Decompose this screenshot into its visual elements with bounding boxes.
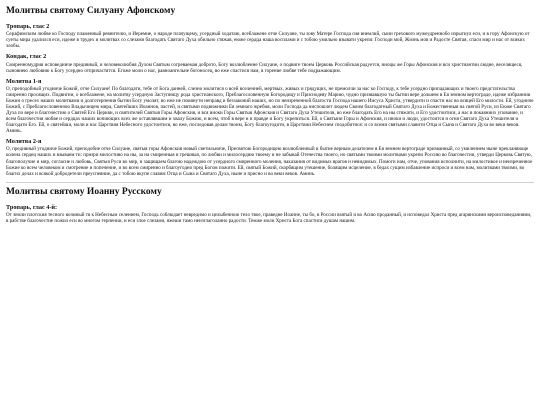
- section-silouan-prayers: [6, 6, 534, 177]
- section-title: Молитвы святому Силуану Афонскому: [6, 6, 176, 16]
- section-title: Молитвы святому Иоанну Русскому: [6, 186, 162, 197]
- troparion-heading: Тропарь, глас 2: [6, 23, 50, 30]
- prayer-2-heading: Молитва 2-я: [6, 138, 42, 146]
- troparion-text: От земли плотския тесного возмный тя к Небесным селением, Господь соблюдает невредимо и целыбенною тело твое, праведне Иоанне, ты бо, в России взятый и во Асию проданный, и исповедал Христа пред агарянскими вероисповеданиями, в рабстве благочестие пожил еси во многом терпении, и еси злое слезами, яжеши тамо неизглаголанно радости. Темже моли Христа Бога спастися душам нашим.: [6, 211, 532, 224]
- section-john-russian-prayers: [6, 187, 534, 224]
- troparion-text: Серафимским любве ко Господу пламенный ревнителю, и Иеремие, о народе плачущему, усердный ходатаю, всеблажене отче Силуане, ты зову Матере Господа сия внемлий, сыни грехового мужеудреннобо изрыгнул еси, и в гору Афонскую от суеты мира удалился еси, идеже в трудех и молитвах со слезами благодать Святаго Духа обильно стяжав, еюже сердца наша восплами и с тобою умильно взывати укрепи: Господи мой, Жизнь моя и Радосте Святая, спаси мир и нас от всяких злобы.: [6, 31, 530, 50]
- prayer-2-text: О, предивный угодниче Божий, преподобне отче Силуане, святыя горы Афонския новый светильниче, Пресвятою Богородицею возлюбленный и бытие верным делателем в Ея земнем вертограде призванный, со умилением ныне прекланяюще колена сердец наших и взываем ти: призри милостиво на ны, за на смиренныя и грешныя, по любви и милосердию твоему и не забывай Отечества твоего, но святыми твоими молитвами укрепи Россию во благочестии, утверди Церковь Святую, благополучие и мир, согласие и любовь, Святыя Руси во мир, и защищаем благою надеждою от усердного смиренного моления, наказания от видимых врагов и невидимых. Помоги нам, отче, упования исполнити, на милостивое и неизреченное Божие ко всем человеком и смотрение и попечение, и во всем смиренно и благоугодно пред Богом пожити. Ей, святый Божий, скорбящим утешение, болящим исцеление, в бедах сущим избавление испроси и всем нам, молитвами твоими, во благих делах и всякой добродетели преуспеяние, да с тобою вкупе славим Отца и Сына и Святаго Духа, ныне и присно и во веки веков. Аминь.: [6, 146, 533, 177]
- prayer-1-heading: Молитва 1-я: [6, 77, 42, 85]
- prayer-1-text: О, преподобный угодниче Божий, отче Силуане! По благодати, тебе от Бога данней, слезно молитися о всей вселенней, мертвых, живых и грядущих, не премолчи за нас ко Господу, к тебе усердно припадающих и твоего предстательства смиренно просящих. Подвигни, о всеблажене, на молитву усердную Заступницу рода христианского, Преблагословенную Богородицу и Приснодеву Марию, чудно призвавшую ты бытии вере дольнем в Ея земном вертограде, идеже избраннии Божии о гресех наших молитвами и долготерпения бытии Богу умолят, во еже не помянути неправд и беззаконий наших, но по неизреченной благости Господа нашего Иисуса Христа, утвердити и спасти нас во всяцей Его милости. Ей, угодниче Божий, с Преблагословенною Владычицею мира, Святейших Иоаннов, пастей, и святыми подвижники Ея земнаго жребия, моли Господа да ниспошлет людем Своим благодатный Святаго Духа и Божественныя на святой Руси, из Еюже Святаго Духа по вере и благочестию о Святей Его Церкви, и святителей Святыя Горы Афонския, и вся иноки Горы Святыя Афонския и Святаго Духа Утешителя, во еже благодать Его на ны стяжати, и Его удостоитися, а нас в покаяниих упование, и всем благочестия любве и сердцах наших вопиющих всех же оставлявшим и хвалу Божию, и всем, чтоб в вере и и правде и Богу укрепиться. Ей, о Святыни Горы и Афонския, и иноки и люди, удостоится и огня Святаго Духа Утешителя и благодати Его. Ей, о святейши, моли и нас Царствия Небесного удостоитися, во еже, последовав делам твоим, Богу благоугодити, в Царствии Небеснем сподобитися: и со всеми святыми славити Отца и Сына и Святаго Духа во веки веков. Аминь.: [6, 85, 534, 135]
- kontakion-heading: Кондак, глас 2: [6, 53, 47, 61]
- kontakion-text: Смиренномудрия исповедниче предивный, и человеколюбия Духом Святым согреваемая доброто, Богу возлюбленне Силуане, о подвиге твоем Церковь Российская радуется, иноцы же Горы Афонския и вси христиантии людие, веселящеся, сыновнею любовию к Богу усердно отпричастятся. Егоже моли о нас, равноангельне богоносец, во еже спастися нам, в горение любве тебе подражающим.: [6, 61, 523, 74]
- troparion-heading: Тропарь, глас 4-й:: [6, 203, 58, 211]
- section-divider: [6, 182, 534, 183]
